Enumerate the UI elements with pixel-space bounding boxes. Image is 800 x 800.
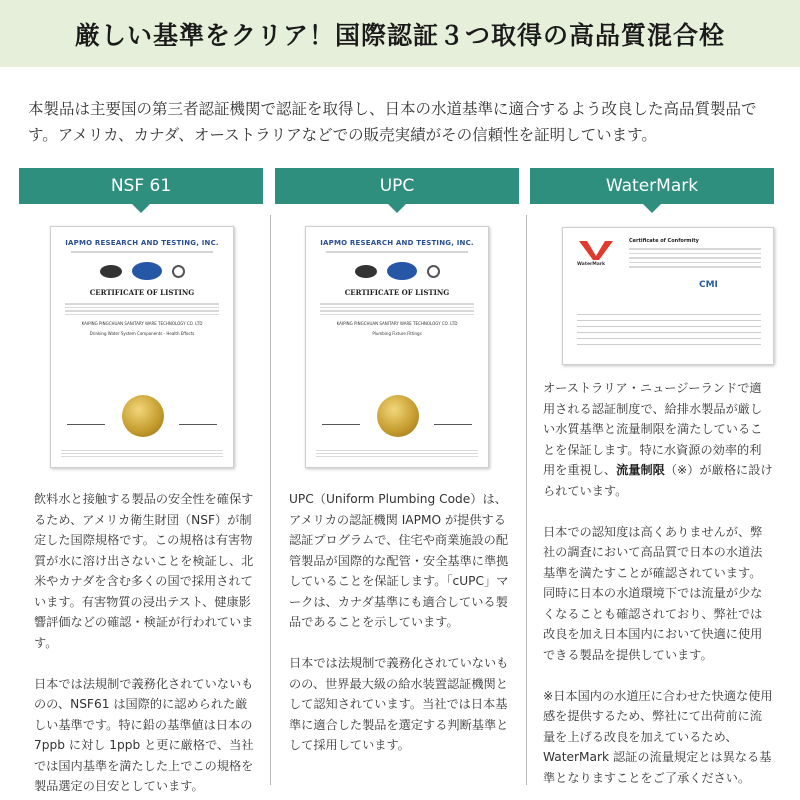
certificate-heading: CERTIFICATE OF LISTING xyxy=(89,288,195,297)
column-divider xyxy=(526,215,527,785)
nsf-description xyxy=(34,489,254,797)
certificate-product: Plumbing Fixture Fittings xyxy=(372,331,422,336)
signature-left xyxy=(67,415,105,425)
certificate-body-lines xyxy=(65,303,219,315)
certificate-footer xyxy=(316,448,478,457)
certificate-logos xyxy=(51,262,233,280)
certificate-company: KAIPING PINGCHUAN SANITARY WARE TECHNOLOGY CO. LTD xyxy=(81,321,203,326)
signature-right xyxy=(179,415,217,425)
certificate-body-lines xyxy=(629,248,761,271)
certificate-heading: Certificate of Conformity xyxy=(629,238,699,244)
ansi-logo-icon xyxy=(355,265,377,278)
certificate-body-lines xyxy=(320,303,474,315)
tab-watermark-label: WaterMark xyxy=(605,176,699,196)
watermark-brand: WaterMark xyxy=(577,262,605,267)
watermark-logo-icon xyxy=(577,238,615,262)
upc-description xyxy=(289,489,515,756)
watermark-paragraph xyxy=(543,378,773,501)
watermark-paragraph-lead: オーストラリア・ニュージーランドで適用される認証制度で、給排水製品が厳しい水質基準と流量制限を満たしていることを保証します。特に水資源の効率的利用を重視し、 xyxy=(543,381,763,477)
upc-certificate-image xyxy=(305,226,489,468)
nsf-paragraph: 飲料水と接触する製品の安全性を確保するため、アメリカ衛生財団（NSF）が制定した国際規格です。この規格は有害物質が水に溶け出さないことを検証し、北米やカナダを含む多くの国で採用されています。有害物質の浸出テスト、健康影響評価などの確認・検証が行われています。 xyxy=(34,492,254,650)
certificate-footer xyxy=(61,448,223,457)
signature-right xyxy=(434,415,472,425)
ansi-logo-icon xyxy=(100,265,122,278)
iapmo-logo-icon xyxy=(132,262,162,280)
certificate-org: IAPMO RESEARCH AND TESTING, INC. xyxy=(320,239,474,247)
watermark-paragraph: 日本での認知度は高くありませんが、弊社の調査において高品質で日本の水道法基準を満たすことが確認されています。同時に日本の水道環境下では流量が少なくなることも確認されており、弊社では改良を加え日本国内において快適に使用できる製品を提供しています。 xyxy=(543,524,763,662)
tab-upc-label: UPC xyxy=(379,176,415,196)
upc-column-header xyxy=(275,168,519,204)
certificate-product: Drinking Water System Components - Health Effects xyxy=(89,331,195,336)
tab-arrow-icon xyxy=(642,203,662,213)
nsf-column-header xyxy=(19,168,263,204)
tab-watermark xyxy=(530,168,774,204)
tab-upc xyxy=(275,168,519,204)
page-header xyxy=(0,0,800,67)
certificate-company: KAIPING PINGCHUAN SANITARY WARE TECHNOLOGY CO. LTD xyxy=(336,321,458,326)
certificate-address-line xyxy=(71,251,213,253)
tab-arrow-icon xyxy=(387,203,407,213)
tab-nsf61-label: NSF 61 xyxy=(110,176,172,196)
flow-limit-term: 流量制限 xyxy=(616,463,665,477)
nsf-paragraph: 日本では法規制で義務化されていないものの、NSF61 は国際的に認められた厳しい基準です。特に鉛の基準値は日本の7ppb に対し 1ppb と更に厳格で、当社では国内基準を満たした上でこの規格を製品選定の目安としています。 xyxy=(34,676,254,793)
gold-seal-icon xyxy=(377,395,419,437)
cmi-logo: CMI xyxy=(699,280,718,290)
watermark-description xyxy=(543,378,773,788)
tab-arrow-icon xyxy=(131,203,151,213)
signature-left xyxy=(322,415,360,425)
tab-nsf61 xyxy=(19,168,263,204)
certificate-logos xyxy=(306,262,488,280)
nsf-certificate-image xyxy=(50,226,234,468)
column-divider xyxy=(270,215,271,785)
certificate-org: IAPMO RESEARCH AND TESTING, INC. xyxy=(65,239,219,247)
certificate-heading: CERTIFICATE OF LISTING xyxy=(344,288,450,297)
upc-paragraph: 日本では法規制で義務化されていないものの、世界最大級の給水装置認証機関として認知されています。当社では日本基準に適合した製品を選定する判断基準として採用しています。 xyxy=(289,656,509,752)
watermark-certificate-image xyxy=(562,227,774,365)
certificate-table-lines xyxy=(577,314,761,350)
upc-paragraph: UPC（Uniform Plumbing Code）は、アメリカの認証機関 IAPMO が提供する認証プログラムで、住宅や商業施設の配管製品が国際的な配管・安全基準に準拠していることを保証します。「cUPC」マークは、カナダ基準にも適合している製品であることを示しています。 xyxy=(289,492,509,629)
certification-mark-icon xyxy=(427,265,440,278)
iapmo-logo-icon xyxy=(387,262,417,280)
certificate-address-line xyxy=(326,251,468,253)
watermark-paragraph: ※日本国内の水道圧に合わせた快適な使用感を提供するため、弊社にて出荷前に流量を上げる改良を加えているため、WaterMark 認証の流量規定とは異なる基準となりますことをご了承ください。 xyxy=(543,688,773,785)
page-title: 厳しい基準をクリア！国際認証３つ取得の高品質混合栓 xyxy=(74,20,725,50)
gold-seal-icon xyxy=(122,395,164,437)
watermark-paragraph-tail: （※）が厳格に設けられています。 xyxy=(543,463,773,498)
intro-text: 本製品は主要国の第三者認証機関で認証を取得し、日本の水道基準に適合するよう改良した高品質製品です。アメリカ、カナダ、オーストラリアなどでの販売実績がその信頼性を証明しています。 xyxy=(28,100,757,144)
watermark-column-header xyxy=(530,168,774,204)
certification-mark-icon xyxy=(172,265,185,278)
